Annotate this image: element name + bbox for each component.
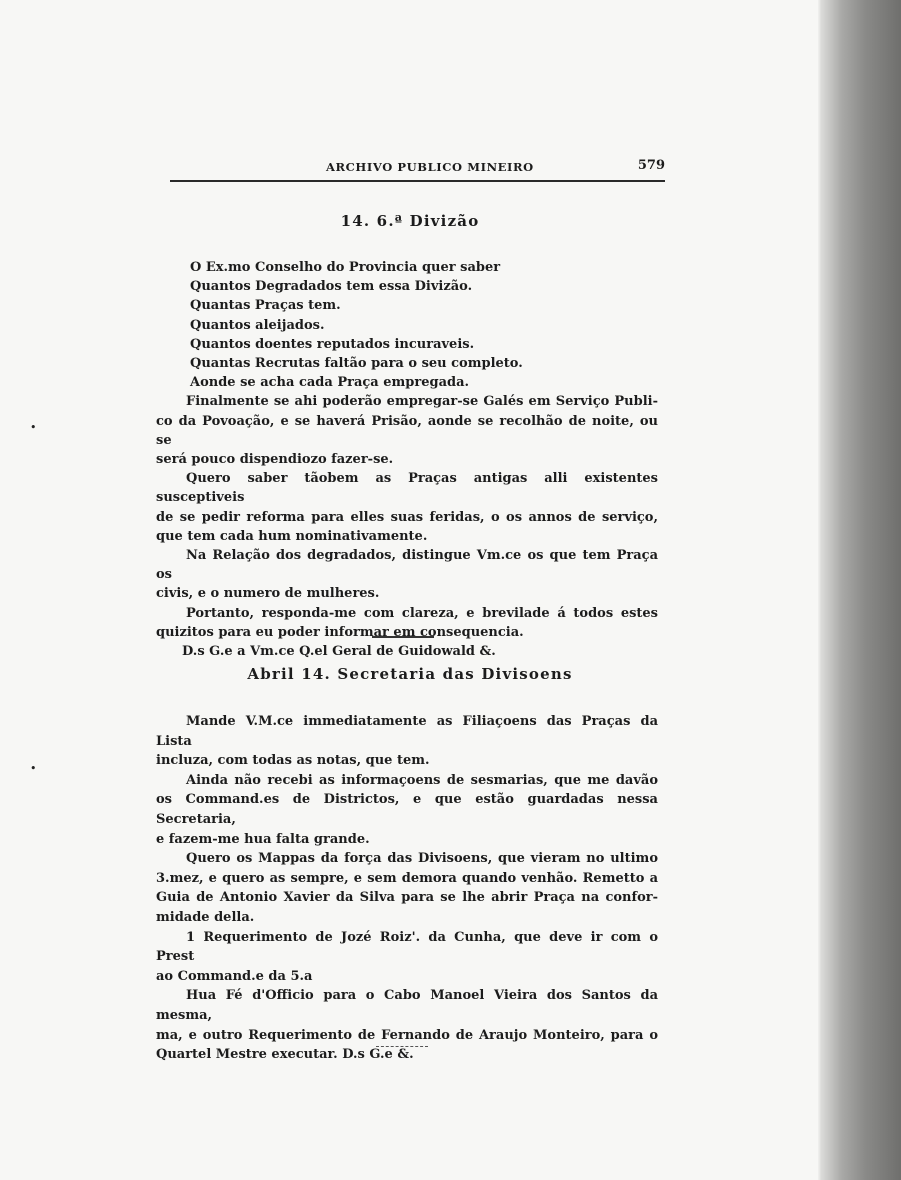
text-line: 3.mez, e quero as sempre, e sem demora quando venhão. Remetto a [156,870,658,886]
text-line: co da Povoação, e se haverá Prisão, aonde se recolhão de noite, ou se [156,413,658,448]
text-line: de se pedir reforma para elles suas feridas, o os annos de serviço, [156,509,658,525]
section2-letter [156,712,658,1065]
text-line: Quantas Recrutas faltão para o seu completo. [190,356,523,372]
text-line: Quantas Praças tem. [190,298,341,314]
margin-mark: • [30,421,37,434]
text-line: Portanto, responda-me com clareza, e brevilade á todos estes [186,605,658,621]
text-line: ao Command.e da 5.a [156,968,313,984]
text-line: Quantos Degradados tem essa Divizão. [190,279,473,295]
text-line: Finalmente se ahi poderão empregar-se Galés em Serviço Publi- [186,394,658,410]
text-line: Quantos aleijados. [190,317,325,333]
text-line: Mande V.M.ce immediatamente as Filiaçoens das Praças da Lista [156,714,658,749]
text-line: ma, e outro Requerimento de Fernando de Araujo Monteiro, para o [156,1027,658,1043]
text-line: Aonde se acha cada Praça empregada. [190,375,470,391]
text-line: e fazem-me hua falta grande. [156,831,370,847]
text-line: D.s G.e a Vm.ce Q.el Geral de Guidowald &. [182,644,496,660]
text-line: Quero os Mappas da força das Divisoens, que vieram no ultimo [186,851,658,867]
margin-mark: • [30,762,37,775]
text-line: Hua Fé d'Officio para o Cabo Manoel Vieira dos Santos da mesma, [156,988,658,1023]
text-line: O Ex.mo Conselho do Provincia quer saber [190,260,501,275]
running-head [170,158,665,178]
text-line: Quero saber tãobem as Praças antigas alli existentes susceptiveis [156,471,658,506]
footer-rule [376,1046,428,1047]
section1-letter [156,258,658,661]
section-separator [372,636,434,638]
text-line: Ainda não recebi as informaçoens de sesmarias, que me davão [186,772,658,788]
section2-heading: Abril 14. Secretaria das Divisoens [247,665,573,683]
text-line: civis, e o numero de mulheres. [156,586,380,602]
text-line: 1 Requerimento de Jozé Roiz'. da Cunha, que deve ir com o Prest [156,929,658,965]
text-line: os Command.es de Districtos, e que estão guardadas nessa Secretaria, [156,792,658,827]
book-spine [822,0,901,1180]
text-line: quizitos para eu poder informar em consequencia. [156,624,524,640]
header-rule [170,180,665,182]
section1-heading: 14. 6.ª Divizão [340,212,480,230]
text-line: Quartel Mestre executar. D.s G.e &. [156,1047,414,1063]
text-line: Quantos doentes reputados incuraveis. [190,336,475,352]
text-line: Na Relação dos degradados, distingue Vm.ce os que tem Praça os [156,548,658,583]
text-line: incluza, com todas as notas, que tem. [156,753,430,769]
text-line: que tem cada hum nominativamente. [156,528,428,544]
text-line: será pouco dispendiozo fazer-se. [156,452,394,468]
page-number: 579 [637,158,665,173]
running-title: ARCHIVO PUBLICO MINEIRO [326,160,534,174]
text-line: midade della. [156,909,255,925]
text-line: Guia de Antonio Xavier da Silva para se lhe abrir Praça na confor- [156,890,658,906]
